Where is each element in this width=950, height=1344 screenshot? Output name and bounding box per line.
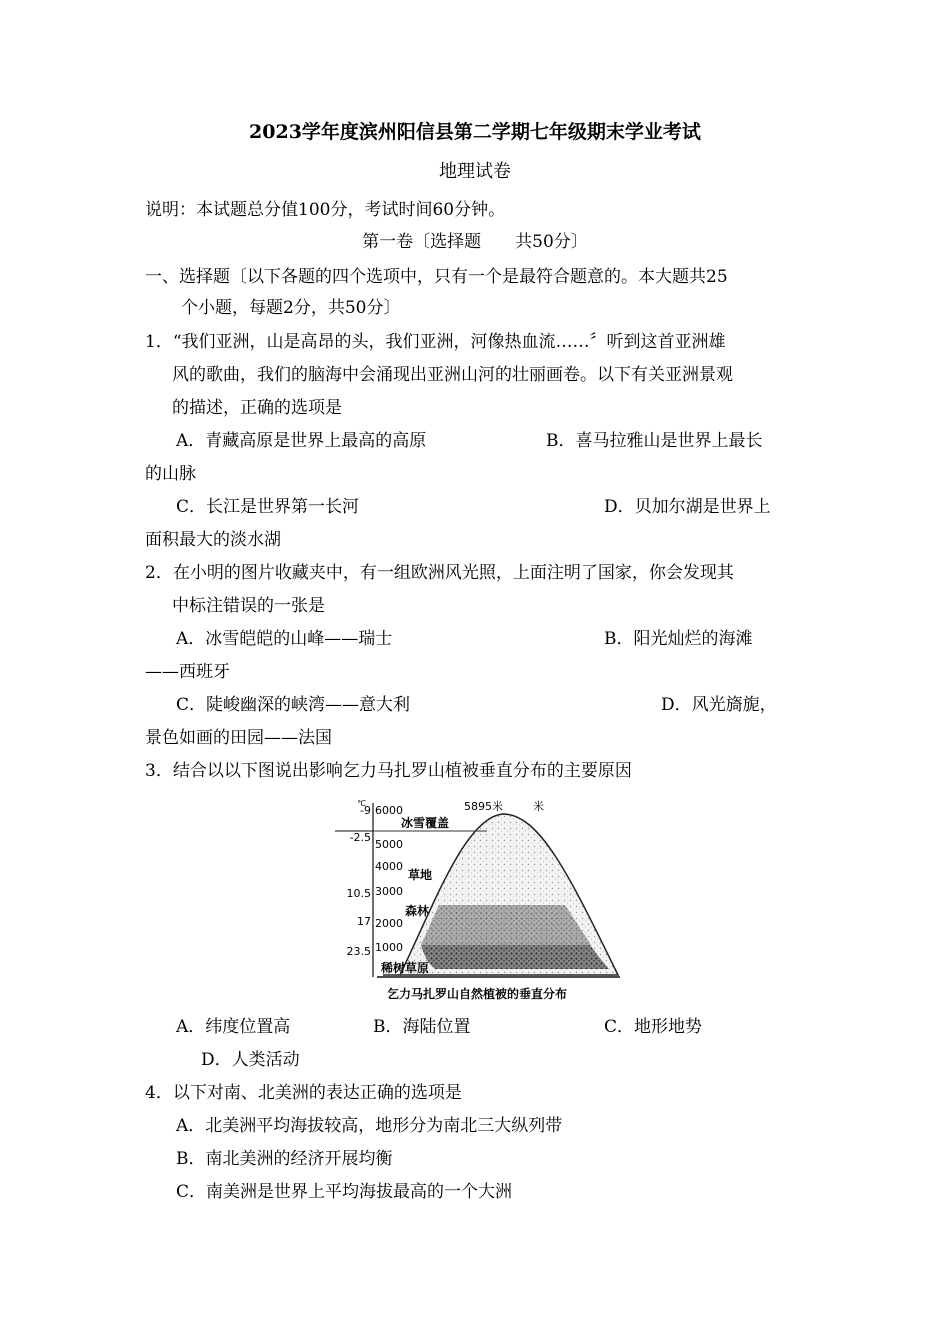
kilimanjaro-vegetation-figure — [335, 797, 620, 1007]
q1-stem-line-2: 风的歌曲，我们的脑海中会涌现出亚洲山河的壮丽画卷。以下有关亚洲景观 — [172, 365, 733, 385]
q4-option-b: B．南北美洲的经济开展均衡 — [176, 1149, 393, 1169]
q3-option-d: D．人类活动 — [201, 1050, 300, 1070]
part-intro-line-2: 个小题，每题2分，共50分〕 — [181, 298, 401, 318]
q3-option-a: A．纬度位置高 — [176, 1017, 291, 1037]
q2-option-d: D．风光旖旎， — [661, 695, 777, 715]
q1-option-b-cont: 的山脉 — [145, 464, 196, 484]
altitude-label: 2000 — [375, 917, 403, 930]
q4-option-a: A．北美洲平均海拔较高，地形分为南北三大纵列带 — [176, 1116, 563, 1136]
q2-stem-line-2: 中标注错误的一张是 — [172, 596, 325, 616]
exam-instructions: 说明：本试题总分值100分，考试时间60分钟。 — [145, 200, 506, 220]
zone-label: 草地 — [408, 868, 433, 882]
q1-stem-line-1: 1．“我们亚洲，山是高昂的头，我们亚洲，河像热血流……〞听到这首亚洲雄 — [145, 332, 726, 352]
temp-label: 17 — [357, 915, 371, 928]
forest-band-top — [421, 905, 591, 945]
q1-option-c: C．长江是世界第一长河 — [176, 497, 360, 517]
zone-label: 稀树草原 — [381, 961, 430, 975]
q3-option-c: C．地形地势 — [604, 1017, 703, 1037]
forest-band — [421, 945, 609, 969]
q3-option-b: B．海陆位置 — [373, 1017, 471, 1037]
figure-caption: 乞力马扎罗山自然植被的垂直分布 — [386, 987, 568, 1001]
altitude-label: 1000 — [375, 941, 403, 954]
q4-option-c: C．南美洲是世界上平均海拔最高的一个大洲 — [176, 1182, 513, 1202]
altitude-label: 3000 — [375, 885, 403, 898]
altitude-label: 4000 — [375, 860, 403, 873]
q3-stem-line-1: 3．结合以以下图说出影响乞力马扎罗山植被垂直分布的主要原因 — [145, 761, 632, 781]
q1-option-b: B．喜马拉雅山是世界上最长 — [546, 431, 763, 451]
altitude-label: 5000 — [375, 838, 403, 851]
temp-label: -9 — [360, 804, 371, 817]
q2-option-b-cont: ——西班牙 — [145, 662, 230, 682]
temp-label: -2.5 — [349, 831, 371, 844]
q2-option-d-cont: 景色如画的田园——法国 — [145, 728, 332, 748]
q1-option-d: D．贝加尔湖是世界上 — [604, 497, 771, 517]
q4-stem-line-1: 4．以下对南、北美洲的表达正确的选项是 — [145, 1083, 462, 1103]
q1-stem-line-3: 的描述，正确的选项是 — [172, 398, 342, 418]
altitude-label: 6000 — [375, 804, 403, 817]
q2-option-b: B．阳光灿烂的海滩 — [604, 629, 753, 649]
exam-subtitle: 地理试卷 — [439, 161, 511, 182]
zone-label: 森林 — [405, 904, 430, 918]
q1-option-a: A．青藏高原是世界上最高的高原 — [176, 431, 427, 451]
alt-axis-label: 米 — [533, 800, 544, 813]
peak-label: 5895米 — [464, 800, 503, 813]
zone-label: 冰雪覆盖 — [401, 816, 450, 830]
temp-axis-label: ℃ — [357, 799, 366, 808]
q2-stem-line-1: 2．在小明的图片收藏夹中，有一组欧洲风光照，上面注明了国家，你会发现其 — [145, 563, 734, 583]
temp-label: 23.5 — [346, 945, 371, 958]
q2-option-a: A．冰雪皑皑的山峰——瑞士 — [176, 629, 393, 649]
section-heading: 第一卷〔选择题 共50分〕 — [362, 232, 588, 252]
exam-title: 2023学年度滨州阳信县第二学期七年级期末学业考试 — [249, 121, 701, 143]
q2-option-c: C．陡峻幽深的峡湾——意大利 — [176, 695, 411, 715]
temp-label: 10.5 — [346, 887, 371, 900]
part-intro-line-1: 一、选择题〔以下各题的四个选项中，只有一个是最符合题意的。本大题共25 — [145, 267, 728, 287]
q1-option-d-cont: 面积最大的淡水湖 — [145, 530, 281, 550]
